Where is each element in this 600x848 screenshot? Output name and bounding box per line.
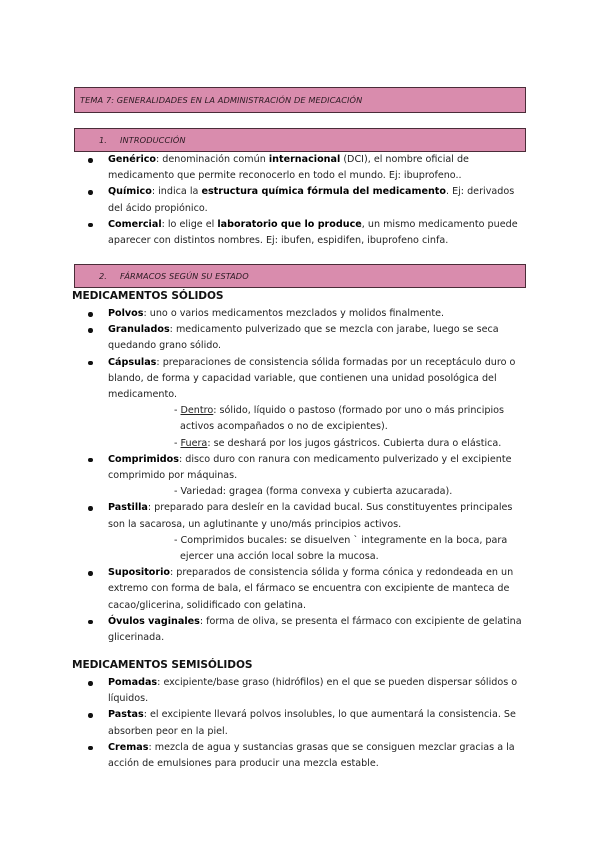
text: : lo elige el [161,218,218,230]
text: . Ej: derivados del ácido propiónico. [108,186,515,214]
sub-label: Dentro [180,405,214,417]
term: Polvos [108,308,144,319]
list-item-ovulos [72,614,527,646]
term: Óvulos vaginales [108,615,200,627]
semisolidos-list-block [72,675,527,772]
subheading-semisolidos: MEDICAMENTOS SEMISÓLIDOS [72,659,253,671]
term: Pastilla [108,502,148,514]
section-number: 1. [99,135,108,145]
term: Genérico [108,154,157,165]
text: : denominación común [156,154,269,165]
section-title: FÁRMACOS SEGÚN SU ESTADO [120,271,249,281]
term: Comercial [108,218,162,230]
list-item-capsulas [72,355,527,452]
text: : excipiente/base graso (hidrófilos) en el que se pueden dispersar sólidos o líquidos. [108,677,518,705]
term: Pomadas [108,677,158,688]
term: Comprimidos [108,453,179,465]
text: : disco duro con ranura con medicamento pulverizado y el excipiente comprimido por máquinas. [108,453,512,482]
emphasis: laboratorio que lo produce [217,218,362,230]
list-item-comercial [72,217,527,249]
solidos-list [72,306,527,646]
section-heading-introduccion [74,128,526,152]
sub-label: Fuera [180,437,208,449]
text: : medicamento pulverizado que se mezcla con jarabe, luego se seca quedando grano sólido. [108,324,499,352]
term: Químico [108,186,152,198]
sub-item-dentro: - Dentro: sólido, líquido o pastoso (formado por uno o más principios activos acompañados o no de excipientes). [174,405,504,433]
solidos-list-block [72,306,527,646]
text: : uno o varios medicamentos mezclados y molidos finalmente. [143,308,445,319]
emphasis: internacional [268,154,341,165]
list-item-pomadas [72,675,527,707]
sub-item-variedad: - Variedad: gragea (forma convexa y cubierta azucarada). [174,486,453,498]
text: : preparados de consistencia sólida y forma cónica y redondeada en un extremo con forma de bala, el fármaco se encuentra con excipiente de manteca de cacao/glicerina, solidificado con gelatina. [108,567,514,611]
text: (DCI), el nombre oficial de medicamento que permite reconocerlo en todo el mundo. Ej: ibuprofeno.. [108,154,469,182]
list-item-quimico [72,184,527,216]
introduccion-list-block [72,152,527,249]
term: Supositorio [108,567,170,579]
list-item-supositorio [72,565,527,614]
text: : se deshará por los jugos gástricos. Cubierta dura o elástica. [207,437,502,449]
term: Pastas [108,709,144,721]
section-title: INTRODUCCIÓN [120,135,186,145]
text: : sólido, líquido o pastoso (formado por uno o más principios activos acompañados o no de excipientes). [180,405,504,433]
text: : preparado para desleír en la cavidad bucal. Sus constituyentes principales son la sacarosa, un aglutinante y uno/más principios activos. [108,502,513,530]
text: , un mismo medicamento puede aparecer con distintos nombres. Ej: ibufen, espidifen, ibuprofeno cinfa. [108,218,518,247]
term: Cápsulas [108,356,157,368]
list-item-polvos [72,306,527,322]
text: : preparaciones de consistencia sólida formadas por un receptáculo duro o blando, de forma y capacidad variable, que contienen una unidad posológica del medicamento. [108,356,516,401]
sub-item-fuera: - Fuera: se deshará por los jugos gástricos. Cubierta dura o elástica. [174,437,502,449]
list-item-pastilla [72,500,527,565]
list-item-granulados [72,322,527,354]
sub-item-comprimidos-bucales: - Comprimidos bucales: se disuelven ` integramente en la boca, para ejercer una acción local sobre la mucosa. [174,534,508,563]
text: : indica la [151,186,202,198]
section-heading-farmacos [74,264,526,288]
subheading-solidos: MEDICAMENTOS SÓLIDOS [72,290,224,302]
list-item-generico [72,152,527,184]
page-title [74,87,526,113]
term: Granulados [108,324,170,336]
page-title-text: TEMA 7: GENERALIDADES EN LA ADMINISTRACIÓN DE MEDICACIÓN [80,95,363,105]
semisolidos-list [72,675,527,772]
section-number: 2. [99,271,108,281]
list-item-cremas [72,740,527,772]
text: : forma de oliva, se presenta el fármaco con excipiente de gelatina glicerinada. [108,615,522,644]
text: : mezcla de agua y sustancias grasas que se consiguen mezclar gracias a la acción de emulsiones para producir una mezcla estable. [108,741,515,770]
emphasis: estructura química fórmula del medicamento [201,186,446,198]
list-item-pastas [72,707,527,739]
text: : el excipiente llevará polvos insolubles, lo que aumentará la consistencia. Se absorben peor en la piel. [108,709,516,737]
introduccion-list [72,152,527,249]
list-item-comprimidos [72,452,527,501]
term: Cremas [108,741,149,753]
